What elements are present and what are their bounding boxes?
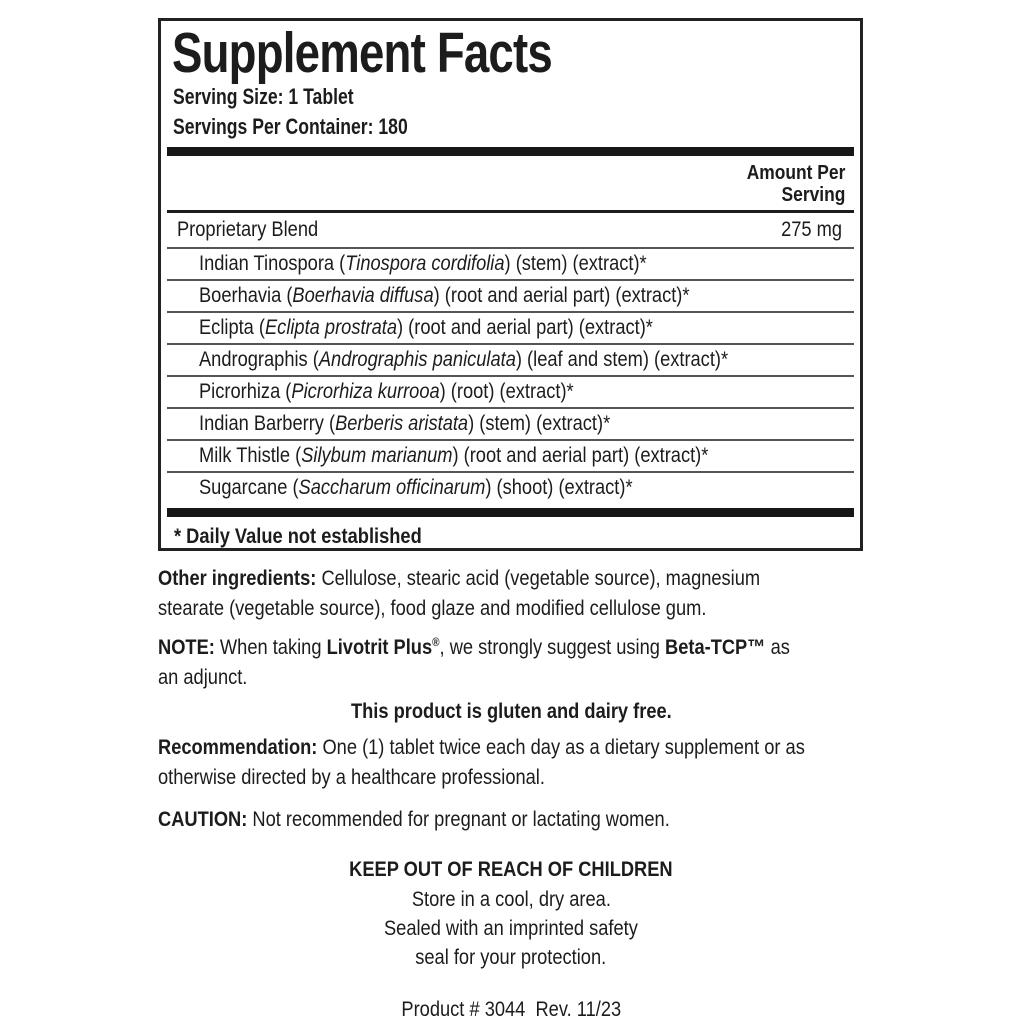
blend-ingredients xyxy=(167,249,854,503)
ingredient-row: Picrorhiza (Picrorhiza kurrooa) (root) (extract)* xyxy=(167,377,854,409)
servings-per-container-text: Servings Per Container: 180 xyxy=(173,114,408,139)
blend-name: Proprietary Blend xyxy=(177,218,319,241)
storage-instructions xyxy=(158,885,864,972)
divider-thick-top xyxy=(167,147,854,156)
caution-paragraph: CAUTION: Not recommended for pregnant or lactating women. xyxy=(158,808,670,831)
ingredient-row: Sugarcane (Saccharum officinarum) (shoot) (extract)* xyxy=(199,476,633,499)
gluten-dairy-statement xyxy=(158,697,864,727)
product-number-line xyxy=(158,995,864,1024)
ingredient-row: Eclipta (Eclipta prostrata) (root and aerial part) (extract)* xyxy=(167,313,854,345)
product-number-text: Product # 3044 Rev. 11/23 xyxy=(401,998,621,1021)
supplement-facts-title-text: Supplement Facts xyxy=(172,21,552,85)
serving-size-line xyxy=(173,82,857,112)
amount-header-line1: Amount Per xyxy=(746,162,845,184)
note-paragraph: NOTE: When taking Livotrit Plus®, we strongly suggest using Beta-TCP™ as an adjunct. xyxy=(158,636,790,689)
serving-size-text: Serving Size: 1 Tablet xyxy=(173,84,354,109)
blend-amount: 275 mg xyxy=(781,218,842,241)
ingredient-row: Andrographis (Andrographis paniculata) (leaf and stem) (extract)* xyxy=(167,345,854,377)
servings-per-container-line xyxy=(173,112,857,142)
supplement-facts-title xyxy=(172,21,857,85)
ingredient-row: Milk Thistle (Silybum marianum) (root and aerial part) (extract)* xyxy=(167,441,854,473)
daily-value-footnote xyxy=(164,517,857,549)
keep-out-warning xyxy=(158,855,864,885)
ingredient-row: Indian Tinospora (Tinospora cordifolia) (stem) (extract)* xyxy=(167,249,854,281)
ingredient-row: Boerhavia (Boerhavia diffusa) (root and aerial part) (extract)* xyxy=(167,281,854,313)
divider-thick-bottom xyxy=(167,508,854,517)
daily-value-footnote-text: * Daily Value not established xyxy=(174,525,422,548)
storage-line: Sealed with an imprinted safety xyxy=(384,917,638,940)
amount-per-serving-header xyxy=(164,156,857,210)
gluten-dairy-text: This product is gluten and dairy free. xyxy=(350,700,672,723)
recommendation-paragraph: Recommendation: One (1) tablet twice each day as a dietary supplement or as otherwise directed by a healthcare professional. xyxy=(158,736,805,789)
supplement-facts-panel xyxy=(158,18,863,551)
ingredients-table xyxy=(167,213,854,503)
keep-out-text: KEEP OUT OF REACH OF CHILDREN xyxy=(349,858,673,881)
proprietary-blend-row xyxy=(167,213,854,249)
ingredient-row: Indian Barberry (Berberis aristata) (stem) (extract)* xyxy=(167,409,854,441)
storage-line: seal for your protection. xyxy=(415,946,607,969)
amount-header-line2: Serving xyxy=(781,184,845,206)
storage-line: Store in a cool, dry area. xyxy=(411,888,611,911)
label-body xyxy=(158,556,864,1024)
other-ingredients-paragraph: Other ingredients: Cellulose, stearic acid (vegetable source), magnesium stearate (vegetable source), food glaze and modified cellulose gum. xyxy=(158,567,761,620)
